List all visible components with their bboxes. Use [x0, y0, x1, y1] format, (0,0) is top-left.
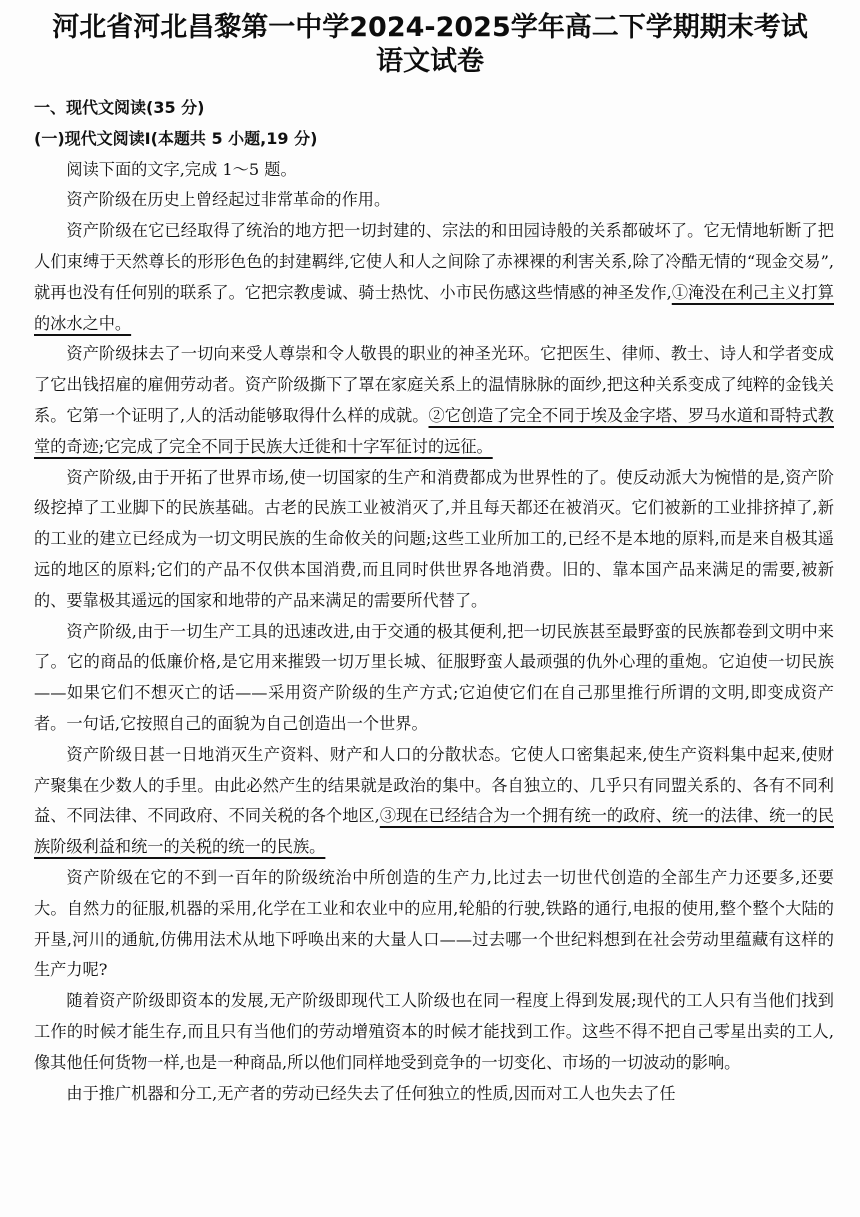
- underlined-sentence-1: ①淹没在利己主义打算的冰水之中。: [34, 282, 834, 333]
- underlined-sentence-3: ③现在已经结合为一个拥有统一的政府、统一的法律、统一的民族阶级利益和统一的关税的统一的民族。: [34, 806, 834, 857]
- exam-title: 河北省河北昌黎第一中学2024-2025学年高二下学期期末考试: [52, 12, 808, 43]
- reading-instruction: 阅读下面的文字,完成 1～5 题。: [66, 159, 297, 179]
- passage-paragraph-9: 由于推广机器和分工,无产者的劳动已经失去了任何独立的性质,因而对工人也失去了任: [66, 1083, 676, 1103]
- paragraph-6-text: 资产阶级日甚一日地消灭生产资料、财产和人口的分散状态。它使人口密集起来,使生产资料集中起来,使财产聚集在少数人的手里。由此必然产生的结果就是政治的集中。各自独立的、几乎只有同盟关系的、各有不同利益、不同法律、不同政府、不同关税的各个地区,: [34, 744, 834, 826]
- passage-paragraph-1: 资产阶级在历史上曾经起过非常革命的作用。: [66, 190, 391, 210]
- passage-paragraph-6: [34, 740, 834, 863]
- passage-paragraph-4: 资产阶级,由于开拓了世界市场,使一切国家的生产和消费都成为世界性的了。使反动派大为惋惜的是,资产阶级挖掉了工业脚下的民族基础。古老的民族工业被消灭了,并且每天都还在被消灭。它们被新的工业排挤掉了,新的工业的建立已经成为一切文明民族的生命攸关的问题;这些工业所加工的,已经不是本地的原料,而是来自极其遥远的地区的原料;它们的产品不仅供本国消费,而且同时供世界各地消费。旧的、靠本国产品来满足的需要,被新的、要靠极其遥远的国家和地带的产品来满足的需要所代替了。: [34, 467, 834, 610]
- underlined-sentence-2: ②它创造了完全不同于埃及金字塔、罗马水道和哥特式教堂的奇迹;它完成了完全不同于民族大迁徙和十字军征讨的远征。: [34, 405, 834, 456]
- exam-content: [34, 93, 834, 1109]
- paragraph-3-text: 资产阶级抹去了一切向来受人尊崇和令人敬畏的职业的神圣光环。它把医生、律师、教士、诗人和学者变成了它出钱招雇的雇佣劳动者。资产阶级撕下了罩在家庭关系上的温情脉脉的面纱,把这种关系变成了纯粹的金钱关系。它第一个证明了,人的活动能够取得什么样的成就。: [34, 344, 834, 425]
- passage-paragraph-7: 资产阶级在它的不到一百年的阶级统治中所创造的生产力,比过去一切世代创造的全部生产力还要多,还要大。自然力的征服,机器的采用,化学在工业和农业中的应用,轮船的行驶,铁路的通行,电报的使用,整个整个大陆的开垦,河川的通航,仿佛用法术从地下呼唤出来的大量人口——过去哪一个世纪料想到在社会劳动里蕴藏有这样的生产力呢?: [34, 867, 834, 980]
- exam-subtitle: 语文试卷: [376, 46, 484, 77]
- passage-paragraph-2: [34, 216, 834, 339]
- paragraph-2-text: 资产阶级在它已经取得了统治的地方把一切封建的、宗法的和田园诗般的关系都破坏了。它无情地斩断了把人们束缚于天然尊长的形形色色的封建羁绊,它使人和人之间除了赤裸裸的利害关系,除了冷酷无情的“现金交易”,就再也没有任何别的联系了。它把宗教虔诚、骑士热忱、小市民伤感这些情感的神圣发作,: [34, 221, 834, 302]
- passage-paragraph-8: 随着资产阶级即资本的发展,无产阶级即现代工人阶级也在同一程度上得到发展;现代的工人只有当他们找到工作的时候才能生存,而且只有当他们的劳动增殖资本的时候才能找到工作。这些不得不把自己零星出卖的工人,像其他任何货物一样,也是一种商品,所以他们同样地受到竞争的一切变化、市场的一切波动的影响。: [34, 991, 834, 1072]
- passage-paragraph-3: [34, 339, 834, 462]
- passage-paragraph-5: 资产阶级,由于一切生产工具的迅速改进,由于交通的极其便利,把一切民族甚至最野蛮的民族都卷到文明中来了。它的商品的低廉价格,是它用来摧毁一切万里长城、征服野蛮人最顽强的仇外心理的重炮。它迫使一切民族——如果它们不想灭亡的话——采用资产阶级的生产方式;它迫使它们在自己那里推行所谓的文明,即变成资产者。一句话,它按照自己的面貌为自己创造出一个世界。: [34, 621, 834, 733]
- subsection-heading: (一)现代文阅读Ⅰ(本题共 5 小题,19 分): [34, 128, 318, 148]
- section-heading: 一、现代文阅读(35 分): [34, 98, 205, 117]
